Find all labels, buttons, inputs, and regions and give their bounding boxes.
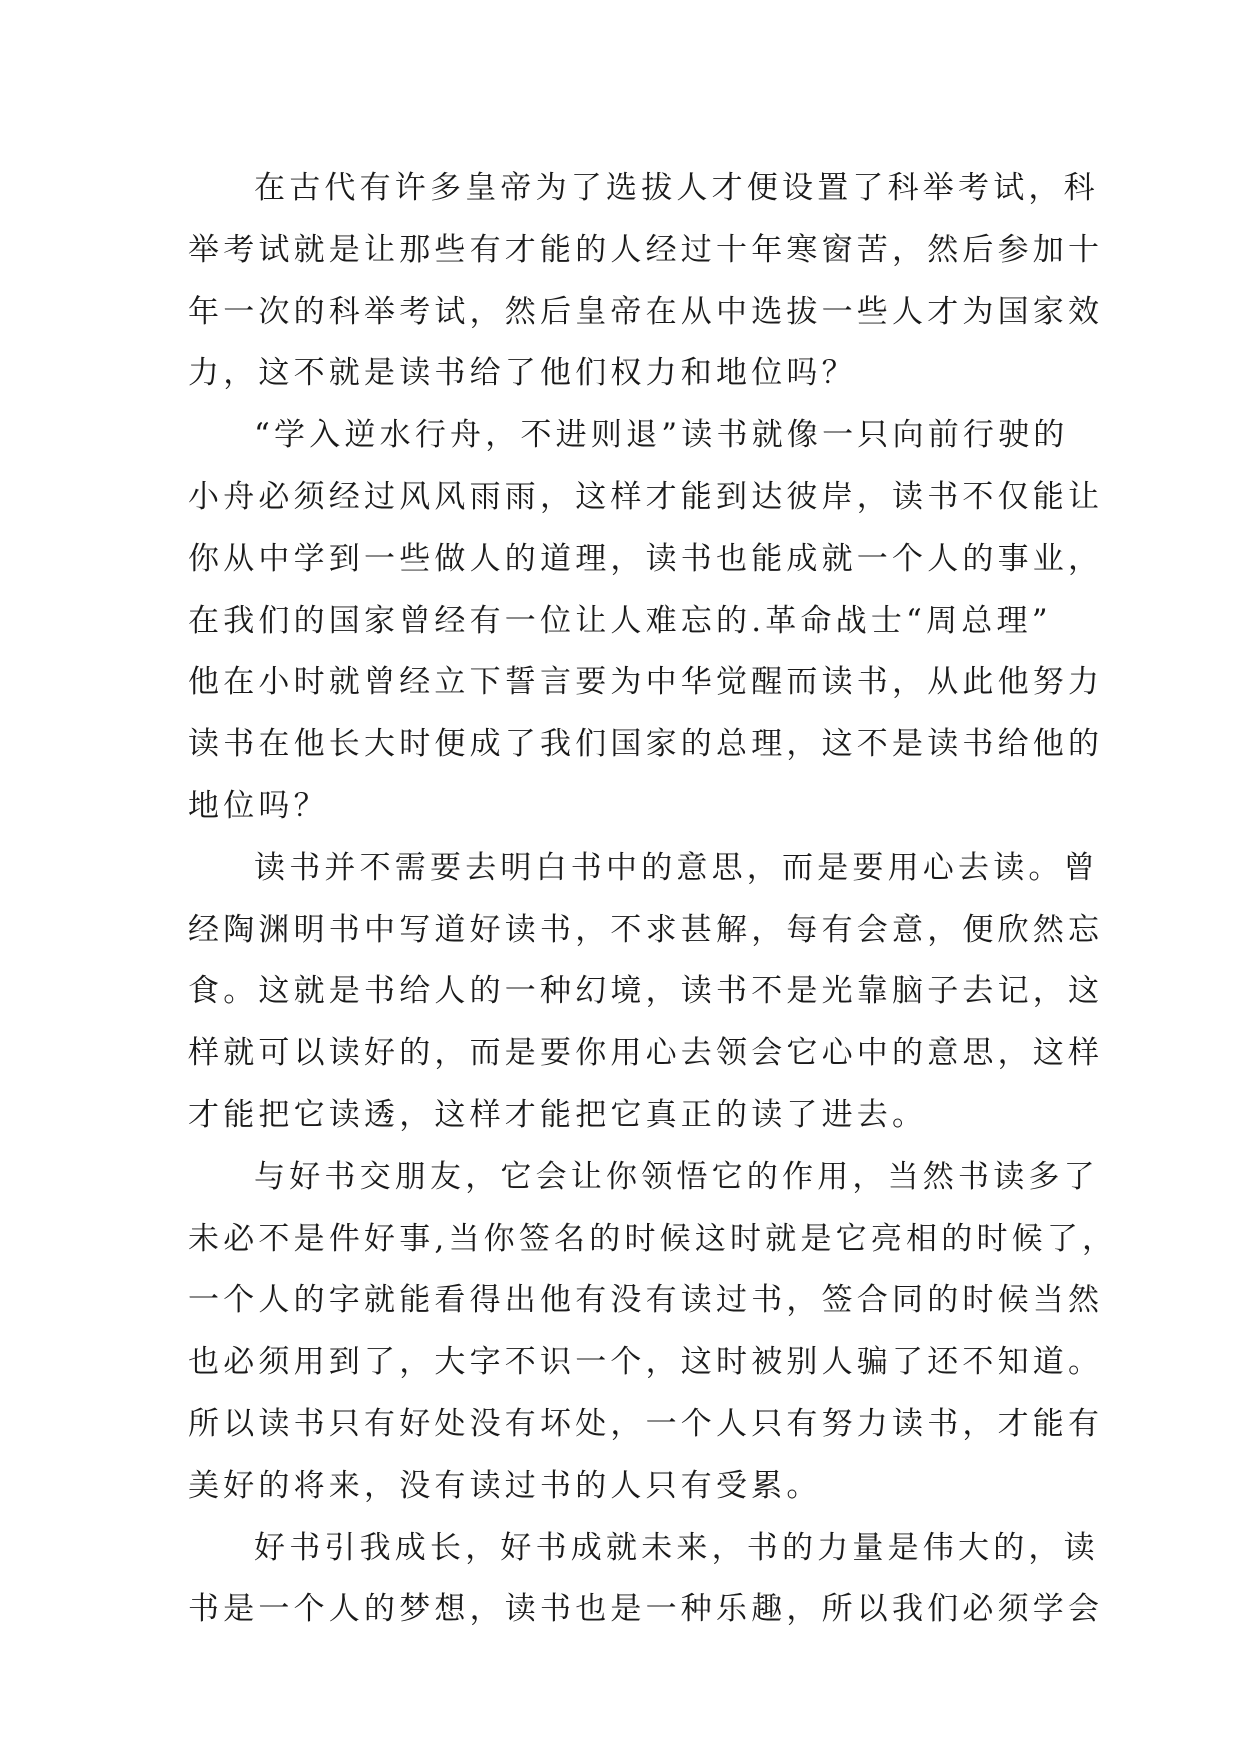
text-line: 他在小时就曾经立下誓言要为中华觉醒而读书，从此他努力 [188, 664, 1104, 701]
text-line: 力，这不就是读书给了他们权力和地位吗？ [188, 355, 857, 392]
text-line: 你从中学到一些做人的道理，读书也能成就一个人的事业， [188, 540, 1104, 577]
text-line: 小舟必须经过风风雨雨，这样才能到达彼岸，读书不仅能让 [188, 478, 1104, 515]
paragraph [188, 1147, 1118, 1518]
text-line: 与好书交朋友，它会让你领悟它的作用，当然书读多了 [254, 1158, 1099, 1195]
text-line: 读书并不需要去明白书中的意思，而是要用心去读。曾 [254, 849, 1099, 886]
text-line: 一个人的字就能看得出他有没有读过书，签合同的时候当然 [188, 1282, 1104, 1319]
paragraph [188, 158, 1104, 405]
text-line: 举考试就是让那些有才能的人经过十年寒窗苦，然后参加十 [188, 231, 1104, 268]
text-line: 年一次的科举考试，然后皇帝在从中选拔一些人才为国家效 [188, 293, 1104, 330]
text-line: 经陶渊明书中写道好读书，不求甚解，每有会意，便欣然忘 [188, 911, 1104, 948]
text-line: 读书在他长大时便成了我们国家的总理，这不是读书给他的 [188, 726, 1104, 763]
text-line: 也必须用到了，大字不识一个，这时被别人骗了还不知道。 [188, 1344, 1104, 1381]
paragraph [188, 838, 1104, 1147]
text-line: 才能把它读透，这样才能把它真正的读了进去。 [188, 1096, 928, 1133]
text-line: 样就可以读好的，而是要你用心去领会它心中的意思，这样 [188, 1035, 1104, 1072]
text-line: 美好的将来，没有读过书的人只有受累。 [188, 1467, 822, 1504]
text-line: 所以读书只有好处没有坏处，一个人只有努力读书，才能有 [188, 1405, 1104, 1442]
text-line: 地位吗？ [188, 787, 329, 824]
text-line: “学入逆水行舟，不进则退”读书就像一只向前行驶的 [254, 417, 1069, 454]
text-line: 好书引我成长，好书成就未来，书的力量是伟大的，读 [254, 1529, 1099, 1566]
text-line: 在古代有许多皇帝为了选拔人才便设置了科举考试，科 [254, 170, 1099, 206]
text-line: 在我们的国家曾经有一位让人难忘的.革命战士“周总理” [188, 602, 1052, 639]
paragraph [188, 1518, 1104, 1642]
text-line: 书是一个人的梦想，读书也是一种乐趣，所以我们必须学会 [188, 1591, 1104, 1628]
document-body [188, 158, 1118, 1641]
paragraph [188, 405, 1104, 838]
text-line: 未必不是件好事,当你签名的时候这时就是它亮相的时候了， [188, 1220, 1118, 1257]
text-line: 食。这就是书给人的一种幻境，读书不是光靠脑子去记，这 [188, 973, 1104, 1010]
